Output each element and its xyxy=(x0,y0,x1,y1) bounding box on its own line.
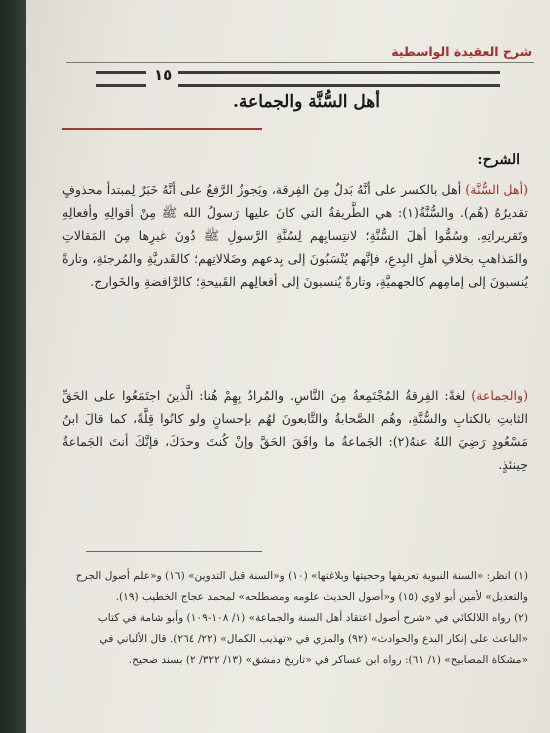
paragraph-aljamaah xyxy=(62,384,528,476)
paragraph-ahl-alsunnah xyxy=(62,178,528,293)
section-title: أهل السُّنَّة والجماعة. xyxy=(233,92,380,112)
paragraph-text: لغةً: الفِرقةُ المُجْتَمِعةُ مِنَ النَّاسِ. والمُرادُ بِهِمْ هُنا: الَّذينَ اجتَمَعُوا على الحَقِّ الثابتِ بالكتابِ والسُّنَّةِ، وهُم الصَّحابةُ والتَّابعونَ لهُم بإحسانٍ ولو كانُوا قِلَّةً، كما قالَ ابنُ مَسْعُودٍ رَضِيَ اللهُ عنهُ(٢): الجَماعةُ ما وافَقَ الحَقَّ وإنْ كُنتَ وحدَكَ، فإنَّكَ أنتَ الجَماعةُ حِينئذٍ. xyxy=(62,388,528,472)
title-underline xyxy=(62,128,262,130)
page-number-row xyxy=(96,66,500,88)
header-rule xyxy=(66,62,534,63)
paragraph-text: أهل بالكسر على أنَّهُ بَدلٌ مِنَ الفِرقة، ويَجوزُ الرَّفعُ على أنَّهُ خَبَرٌ لِمبتدأ محذوفٍ تقديرُهُ (هُم). والسُّنَّةُ(١): هي الطَّريقةُ التي كانَ عليها رَسولُ الله ﷺ مِنْ أقوالِهِ وأفعالِهِ وتَقريراتِهِ. وسُمُّوا أهلَ السُّنَّةِ؛ لانتِسابِهم لِسُنَّةِ الرَّسولِ ﷺ دُونَ غيرِها مِنَ المَقالاتِ والمَذاهبِ بخلافِ أهلِ البِدعِ، فإنَّهم يُنْسَبُونَ إلى بِدعهم وضَلالاتِهم؛ كالقَدريَّةِ والمُرجئةِ، وتارةً يُنسبونَ إلى إمامِهم كالجهميَّةِ، وتارةً يُنسبونَ إلى أفعالِهم القَبيحةِ؛ كالرَّافضةِ والخَوارج. xyxy=(62,182,529,289)
book-page xyxy=(26,0,550,733)
footnote-2: (٢) رواه اللالكائي في «شرح أصول اعتقاد أهل السنة والجماعة» (١/ ١٠٨-١٠٩) وأبو شامة في كتاب «الباعث على إنكار البدع والحوادث» (٩٢) والمزي في «تهذيب الكمال» (٢٢/ ٢٦٤). قال الألباني في «مشكاة المصابيح» (١/ ٦١): رواه ابن عساكر في «تاريخ دمشق» (١٣/ ٣٢٢/ ٢) بسند صحيح. xyxy=(97,612,528,666)
footnotes xyxy=(64,566,528,671)
term-aljamaah: (والجماعة) xyxy=(471,388,528,403)
sharh-label: الشرح: xyxy=(477,152,520,168)
page-number: ١٥ xyxy=(154,66,173,84)
running-head: شرح العقيدة الواسطية xyxy=(391,44,532,59)
decorative-bar-right xyxy=(178,71,500,87)
term-ahl-alsunnah: (أهل السُّنَّة) xyxy=(465,182,528,197)
book-spine xyxy=(0,0,26,733)
decorative-bar-left xyxy=(96,71,146,87)
footnote-1: (١) انظر: «السنة النبوية تعريفها وحجيتها وبلاغتها» (١٠) و«السنة قبل التدوين» (١٦) و«علم أصول الجرح والتعديل» لأمين أبو لاوي (١٥) و«أصول الحديث علومه ومصطلحه» لمحمد عجاج الخطيب (١٩). xyxy=(75,570,528,603)
footnote-separator xyxy=(86,551,262,552)
